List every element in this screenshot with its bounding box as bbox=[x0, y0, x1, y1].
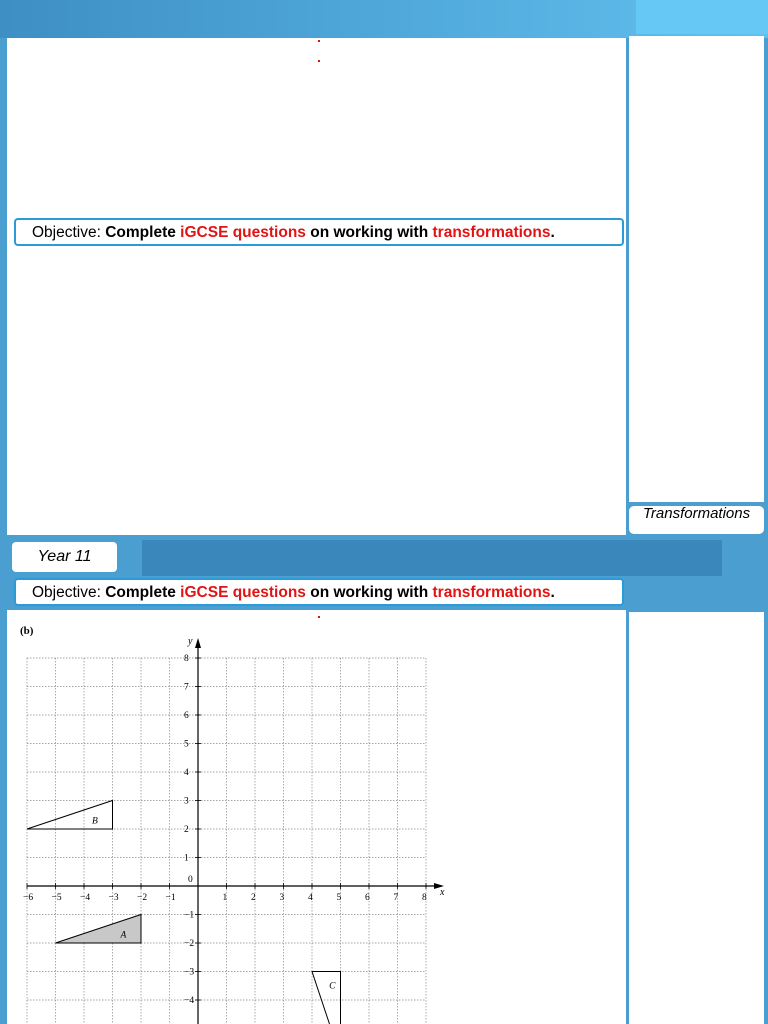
objective-highlight: transformations bbox=[432, 584, 551, 601]
shape-a bbox=[56, 915, 142, 944]
x-tick-label: 5 bbox=[336, 893, 342, 903]
year-label: Year 11 bbox=[12, 542, 117, 572]
grid-lines bbox=[27, 658, 426, 1024]
slide2-objective-box bbox=[14, 578, 624, 606]
y-tick-label: 6 bbox=[184, 711, 189, 721]
objective-text: on working with bbox=[305, 584, 433, 601]
x-tick-label: −5 bbox=[51, 893, 62, 903]
objective-period: . bbox=[550, 224, 555, 241]
x-tick-label: 1 bbox=[222, 893, 228, 903]
x-tick-label: 8 bbox=[422, 893, 427, 903]
y-tick-label: 7 bbox=[184, 682, 189, 693]
y-axis-label: y bbox=[188, 636, 193, 647]
objective-highlight: iGCSE questions bbox=[180, 584, 306, 601]
y-tick-label: 5 bbox=[184, 739, 189, 750]
slide1-objective-box bbox=[14, 218, 624, 246]
x-tick-label: 4 bbox=[308, 893, 313, 903]
shape-b bbox=[27, 801, 113, 830]
x-tick-label: 3 bbox=[279, 893, 285, 903]
y-tick-label: −4 bbox=[184, 996, 195, 1006]
coordinate-grid bbox=[14, 618, 474, 1024]
y-tick-label: −3 bbox=[184, 967, 195, 978]
red-dot-marker bbox=[318, 60, 320, 62]
red-dot-marker bbox=[318, 40, 320, 42]
slide1-content-area bbox=[7, 38, 626, 535]
slide1-side-panel bbox=[629, 36, 764, 502]
objective-lead: Objective: bbox=[32, 584, 106, 601]
objective-highlight: iGCSE questions bbox=[180, 224, 306, 241]
y-tick-label: 8 bbox=[184, 654, 189, 664]
y-tick-label: 4 bbox=[184, 768, 189, 778]
y-tick-label: 2 bbox=[184, 825, 189, 835]
objective-text: on working with bbox=[305, 224, 433, 241]
x-tick-label: 2 bbox=[251, 893, 256, 903]
tick-labels bbox=[23, 654, 427, 1006]
top-banner-right bbox=[636, 0, 768, 34]
shape-label: C bbox=[329, 981, 336, 992]
origin-label: 0 bbox=[188, 875, 193, 885]
y-tick-label: −1 bbox=[184, 910, 195, 921]
x-tick-label: −2 bbox=[137, 893, 148, 903]
x-tick-label: −6 bbox=[23, 893, 34, 903]
topic-label bbox=[629, 506, 764, 534]
shape-label: A bbox=[120, 930, 127, 941]
objective-text: Complete bbox=[105, 584, 181, 601]
objective-period: . bbox=[550, 584, 555, 601]
axes bbox=[27, 636, 445, 1024]
topic-text: Transformations bbox=[642, 506, 751, 522]
slide1-footer-bar bbox=[142, 540, 722, 576]
x-tick-label: −4 bbox=[80, 893, 91, 903]
y-tick-label: −2 bbox=[184, 939, 195, 949]
objective-lead: Objective: bbox=[32, 224, 106, 241]
x-tick-label: 6 bbox=[365, 893, 370, 903]
y-tick-label: 3 bbox=[184, 796, 189, 807]
x-tick-label: 7 bbox=[393, 893, 399, 903]
objective-text: Complete bbox=[105, 224, 181, 241]
y-tick-label: 1 bbox=[184, 853, 189, 864]
x-tick-label: −1 bbox=[165, 893, 176, 903]
objective-highlight: transformations bbox=[432, 224, 551, 241]
shape-c bbox=[312, 972, 341, 1024]
x-tick-label: −3 bbox=[108, 893, 119, 903]
shape-label: B bbox=[92, 816, 98, 827]
x-axis-label: x bbox=[440, 887, 445, 898]
part-label: (b) bbox=[20, 625, 34, 637]
y-axis-arrow bbox=[195, 638, 201, 648]
slide2-side-panel bbox=[629, 612, 764, 1024]
